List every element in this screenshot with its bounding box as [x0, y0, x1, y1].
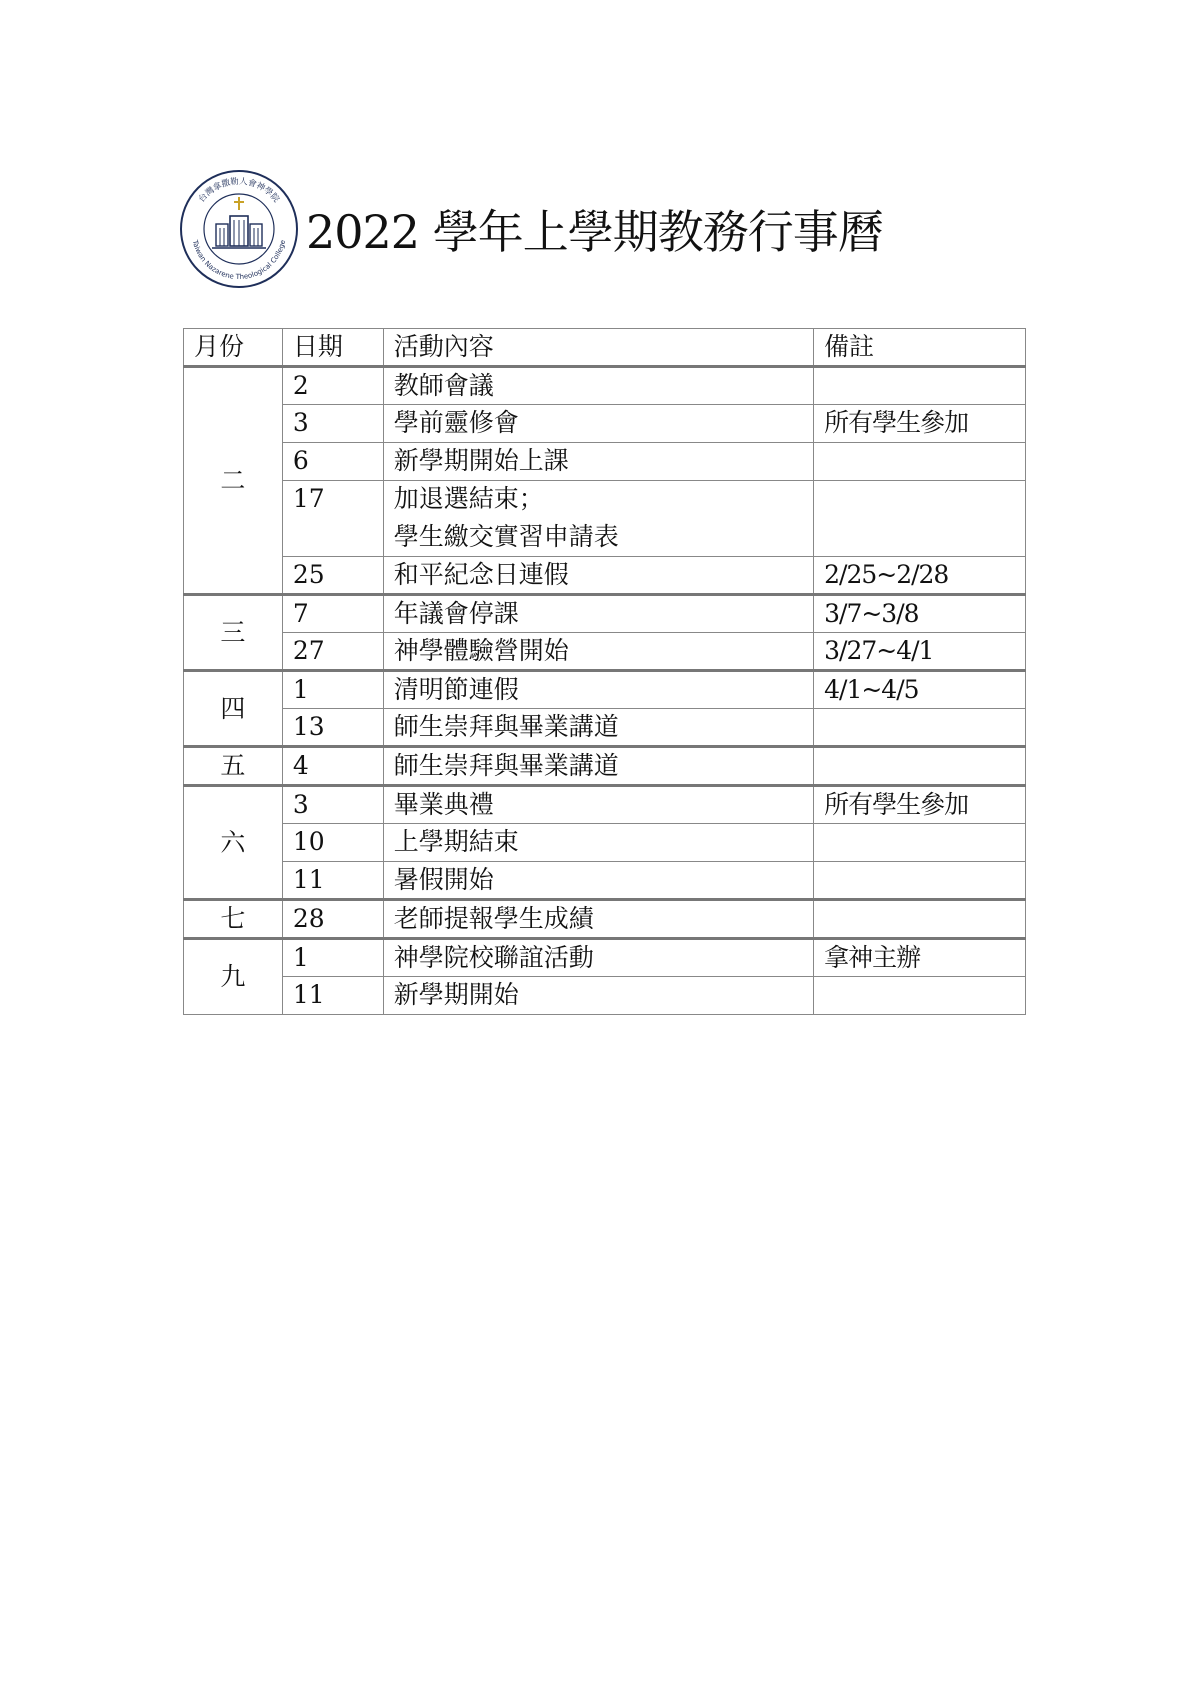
month-cell: 五	[184, 747, 283, 786]
table-row	[184, 862, 1026, 900]
event-cell: 神學院校聯誼活動	[383, 939, 813, 977]
table-row	[184, 367, 1026, 405]
event-cell: 師生崇拜與畢業講道	[383, 709, 813, 747]
event-cell: 老師提報學生成績	[383, 900, 813, 939]
note-cell	[814, 481, 1026, 557]
note-cell: 2/25~2/28	[814, 557, 1026, 595]
seal-english-text: Taiwan Nazarene Theological College	[190, 239, 288, 282]
note-cell: 所有學生參加	[814, 405, 1026, 443]
note-cell	[814, 747, 1026, 786]
event-cell: 暑假開始	[383, 862, 813, 900]
table-row	[184, 709, 1026, 747]
day-cell: 1	[282, 939, 383, 977]
seal-chinese-text: 台灣拿撒勒人會神學院	[197, 176, 281, 205]
seal-logo	[178, 168, 300, 290]
month-cell: 七	[184, 900, 283, 939]
month-cell: 二	[184, 367, 283, 595]
event-cell: 年議會停課	[383, 595, 813, 633]
table-row	[184, 900, 1026, 939]
day-cell: 2	[282, 367, 383, 405]
header-event: 活動內容	[383, 329, 813, 367]
event-cell: 新學期開始上課	[383, 443, 813, 481]
day-cell: 3	[282, 786, 383, 824]
day-cell: 10	[282, 824, 383, 862]
day-cell: 7	[282, 595, 383, 633]
event-cell: 加退選結束；	[383, 481, 813, 519]
day-cell: 1	[282, 671, 383, 709]
event-cell: 學前靈修會	[383, 405, 813, 443]
month-cell: 三	[184, 595, 283, 671]
calendar-table	[183, 328, 1026, 1015]
table-row	[184, 939, 1026, 977]
day-cell: 28	[282, 900, 383, 939]
day-cell: 6	[282, 443, 383, 481]
event-cell: 清明節連假	[383, 671, 813, 709]
table-row	[184, 824, 1026, 862]
table-row	[184, 443, 1026, 481]
day-cell: 13	[282, 709, 383, 747]
table-row	[184, 977, 1026, 1015]
building-icon	[212, 197, 266, 248]
note-cell	[814, 900, 1026, 939]
page-title: 2022 學年上學期教務行事曆	[306, 205, 883, 259]
table-row	[184, 557, 1026, 595]
note-cell	[814, 862, 1026, 900]
note-cell	[814, 443, 1026, 481]
event-cell: 畢業典禮	[383, 786, 813, 824]
table-row	[184, 405, 1026, 443]
table-row	[184, 747, 1026, 786]
day-cell: 17	[282, 481, 383, 557]
document-header	[178, 168, 883, 290]
event-cell: 新學期開始	[383, 977, 813, 1015]
month-cell: 六	[184, 786, 283, 900]
note-cell: 3/27~4/1	[814, 633, 1026, 671]
event-cell-line-2: 學生繳交實習申請表	[383, 519, 813, 557]
table-row	[184, 786, 1026, 824]
note-cell	[814, 824, 1026, 862]
note-cell: 拿神主辦	[814, 939, 1026, 977]
note-cell: 所有學生參加	[814, 786, 1026, 824]
event-cell: 教師會議	[383, 367, 813, 405]
day-cell: 3	[282, 405, 383, 443]
day-cell: 11	[282, 862, 383, 900]
month-cell: 九	[184, 939, 283, 1015]
note-cell	[814, 709, 1026, 747]
note-cell: 3/7~3/8	[814, 595, 1026, 633]
note-cell: 4/1~4/5	[814, 671, 1026, 709]
table-row	[184, 481, 1026, 519]
event-cell: 神學體驗營開始	[383, 633, 813, 671]
event-cell: 師生崇拜與畢業講道	[383, 747, 813, 786]
event-cell: 和平紀念日連假	[383, 557, 813, 595]
table-row	[184, 671, 1026, 709]
header-day: 日期	[282, 329, 383, 367]
note-cell	[814, 367, 1026, 405]
header-month: 月份	[184, 329, 283, 367]
header-note: 備註	[814, 329, 1026, 367]
note-cell	[814, 977, 1026, 1015]
day-cell: 25	[282, 557, 383, 595]
day-cell: 27	[282, 633, 383, 671]
day-cell: 11	[282, 977, 383, 1015]
month-cell: 四	[184, 671, 283, 747]
day-cell: 4	[282, 747, 383, 786]
table-row	[184, 595, 1026, 633]
table-header-row	[184, 329, 1026, 367]
table-row	[184, 633, 1026, 671]
event-cell: 上學期結束	[383, 824, 813, 862]
